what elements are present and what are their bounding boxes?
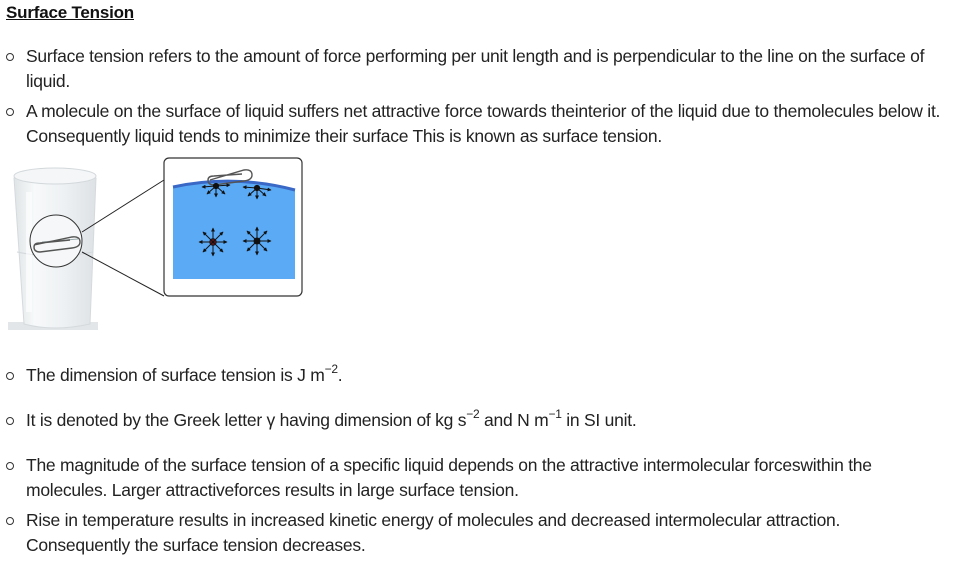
bullet-text: A molecule on the surface of liquid suffers net attractive force towards theinterior of the liquid due to themolecules below it. Consequently liquid tends to minimize their surface This is known as surface tension. — [26, 101, 941, 146]
exponent: −1 — [548, 407, 562, 422]
interior-molecule-icon — [199, 228, 227, 256]
list-item — [26, 408, 926, 433]
list-item — [26, 453, 946, 503]
list-item — [26, 44, 961, 94]
bullet-text: The magnitude of the surface tension of a specific liquid depends on the attractive intermolecular forceswithin the molecules. Larger attractiveforces results in large surface tension. — [26, 455, 872, 500]
interior-molecule-icon — [243, 227, 271, 255]
bullet-text: It is denoted by the Greek letter γ having dimension of kg s — [26, 410, 467, 430]
bullet-text: in SI unit. — [561, 410, 637, 430]
surface-tension-illustration — [4, 152, 314, 336]
bullet-text: Surface tension refers to the amount of force performing per unit length and is perpendicular to the line on the surface of liquid. — [26, 46, 925, 91]
page-title: Surface Tension — [6, 3, 134, 22]
list-item — [26, 363, 926, 388]
bullet-text: The dimension of surface tension is J m — [26, 365, 325, 385]
exponent: −2 — [466, 407, 480, 422]
bullet-text: . — [337, 365, 343, 385]
list-item — [26, 99, 956, 149]
zoomed-liquid-panel — [164, 158, 302, 296]
exponent: −2 — [324, 362, 338, 377]
bullet-text: and N m — [479, 410, 549, 430]
list-item — [26, 508, 946, 558]
bullet-text: Rise in temperature results in increased kinetic energy of molecules and decreased intermolecular attraction. Consequently the surface tension decreases. — [26, 510, 841, 555]
